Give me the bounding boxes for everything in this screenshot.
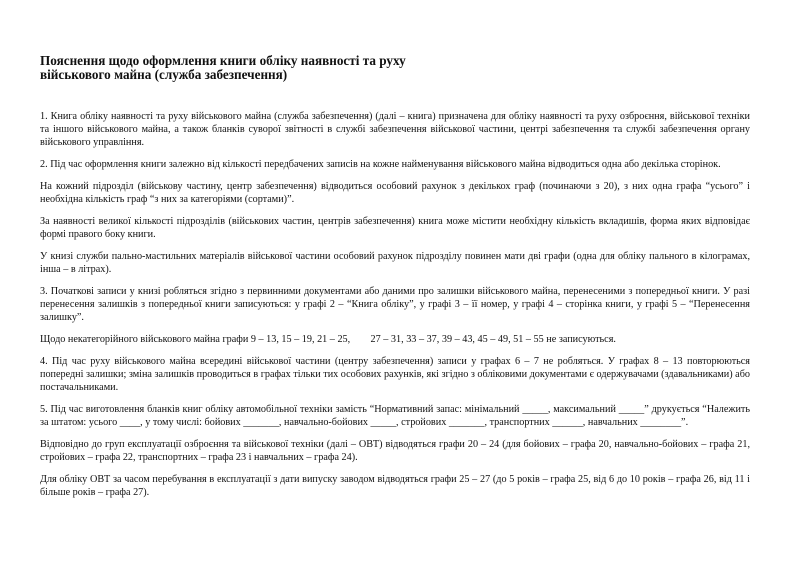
title-line-2: військового майна (служба забезпечення) xyxy=(40,67,288,82)
paragraph-2: 2. Під час оформлення книги залежно від кількості передбачених записів на кожне найменування військового майна відводиться одна або декілька сторінок. xyxy=(40,159,721,170)
paragraph-7: Щодо некатегорійного військового майна графи 9 – 13, 15 – 19, 21 – 25, 27 – 31, 33 – 37, 39 – 43, 45 – 49, 51 – 55 не записуються. xyxy=(40,334,616,345)
paragraph-5: У книзі служби пально-мастильних матеріалів військової частини особовий рахунок підрозділу повинен мати дві графи (одна для обліку пального в кілограмах, інша – в літрах). xyxy=(40,251,750,275)
title-line-1: Пояснення щодо оформлення книги обліку наявності та руху xyxy=(40,53,406,68)
paragraph-4: За наявності великої кількості підрозділів (військових частин, центрів забезпечення) книга може містити необхідну кількість вкладишів, форма яких відповідає формі правого боку книги. xyxy=(40,216,750,240)
paragraph-1: 1. Книга обліку наявності та руху військового майна (служба забезпечення) (далі – книга) призначена для обліку наявності та руху озброєння, військової техніки та іншого військового майна, а також бланків суворої звітності в службі забезпечення військової частини, центрі забезпечення та службі забезпечення органу військового управління. xyxy=(40,111,750,148)
document-page xyxy=(40,54,750,499)
paragraph-11: Для обліку ОВТ за часом перебування в експлуатації з дати випуску заводом відводяться графи 25 – 27 (до 5 років – графа 25, від 6 до 10 років – графа 26, від 11 і більше років – графа 27). xyxy=(40,474,750,498)
paragraph-9: 5. Під час виготовлення бланків книг обліку автомобільної техніки замість “Нормативний запас: мінімальний _____, максимальний _____” друкується “Належить за штатом: усього ____, у тому числі: бойових _______, навчально-бойових _____, стройових _______, транспортних ______, навчальних ________”. xyxy=(40,404,750,428)
paragraph-8: 4. Під час руху військового майна всередині військової частини (центру забезпечення) записи у графах 6 – 7 не робляться. У графах 8 – 13 повторюються попередні залишки; зміна залишків проводиться в графах тільки тих особових рахунків, які згідно з обліковими документами є одержувачами (здавальниками) або постачальниками. xyxy=(40,356,750,393)
paragraph-3: На кожний підрозділ (військову частину, центр забезпечення) відводиться особовий рахунок з декількох граф (починаючи з 20), з них одна графа “усього” і необхідна кількість граф “з них за категоріями (сортами)”. xyxy=(40,181,750,205)
paragraph-10: Відповідно до груп експлуатації озброєння та військової техніки (далі – ОВТ) відводяться графи 20 – 24 (для бойових – графа 20, навчально-бойових – графа 21, стройових – графа 22, транспортних – графа 23 і навчальних – графа 24). xyxy=(40,439,750,463)
document-title xyxy=(40,54,750,82)
paragraph-6: 3. Початкові записи у книзі робляться згідно з первинними документами або даними про залишки військового майна, перенесеними з попередньої книги. У разі перенесення залишків з попередньої книги записуються: у графі 2 – “Книга обліку”, у графі 3 – її номер, у графі 4 – сторінка книги, у графі 5 – “Перенесення залишку”. xyxy=(40,286,750,323)
